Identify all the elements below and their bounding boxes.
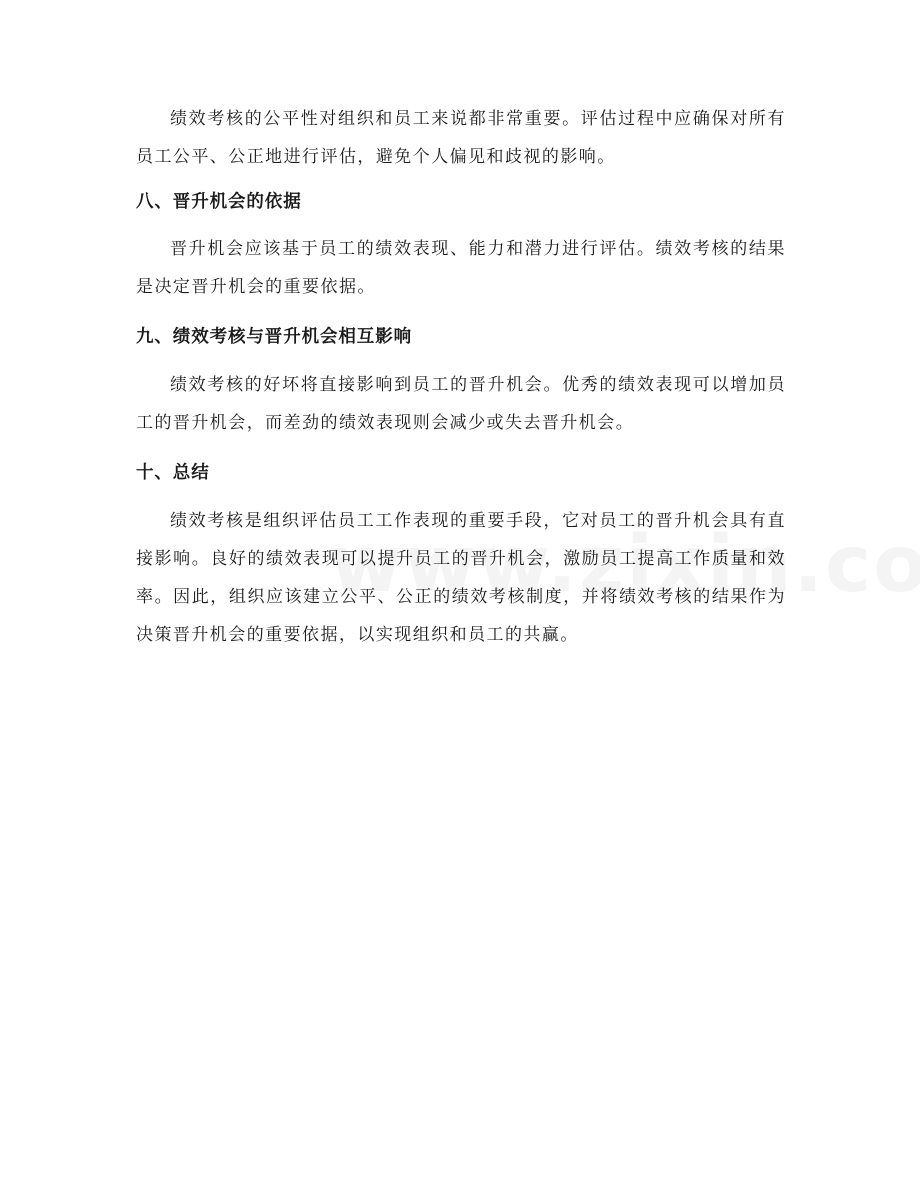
section-10-heading: 十、总结: [136, 463, 210, 483]
intro-paragraph: 绩效考核的公平性对组织和员工来说都非常重要。评估过程中应确保对所有员工公平、公正地进行评估，避免个人偏见和歧视的影响。: [136, 109, 786, 167]
section-8-heading: 八、晋升机会的依据: [136, 192, 302, 212]
document-body: [136, 100, 786, 654]
section-10-paragraph: 绩效考核是组织评估员工工作表现的重要手段，它对员工的晋升机会具有直接影响。良好的绩效表现可以提升员工的晋升机会，激励员工提高工作质量和效率。因此，组织应该建立公平、公正的绩效考核制度，并将绩效考核的结果作为决策晋升机会的重要依据，以实现组织和员工的共赢。: [136, 511, 786, 645]
section-9-heading: 九、绩效考核与晋升机会相互影响: [136, 327, 412, 347]
section-9-paragraph: 绩效考核的好坏将直接影响到员工的晋升机会。优秀的绩效表现可以增加员工的晋升机会，而差劲的绩效表现则会减少或失去晋升机会。: [136, 375, 786, 433]
section-8-paragraph: 晋升机会应该基于员工的绩效表现、能力和潜力进行评估。绩效考核的结果是决定晋升机会的重要依据。: [136, 239, 786, 297]
